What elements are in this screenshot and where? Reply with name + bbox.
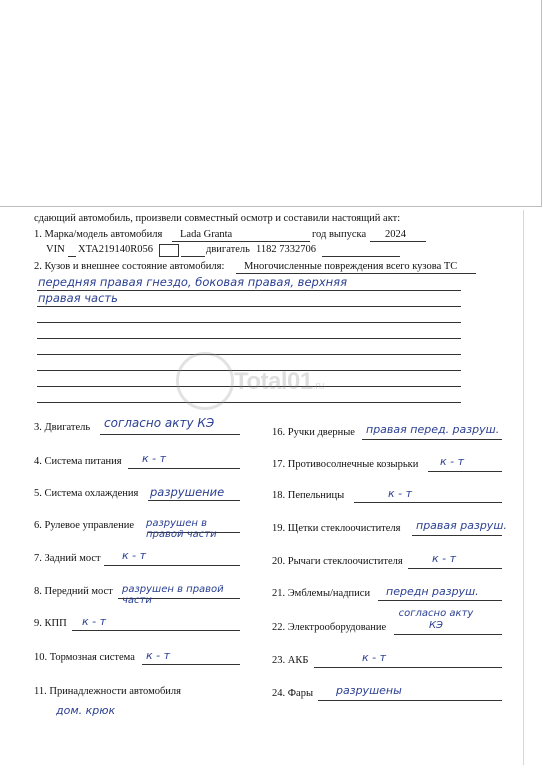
item-11-value: дом. крюк xyxy=(56,704,116,717)
item-9-value: к - т xyxy=(82,615,107,628)
item-3-rule xyxy=(100,434,240,435)
item-17-label: 17. Противосолнечные козырьки xyxy=(272,459,419,470)
item-3-label: 3. Двигатель xyxy=(34,422,91,433)
make-model-value: Lada Granta xyxy=(180,229,233,240)
item-4-value: к - т xyxy=(142,452,167,465)
item-19-label: 19. Щетки стеклоочистителя xyxy=(272,523,401,534)
item-20-rule xyxy=(408,568,502,569)
item-16-label: 16. Ручки дверные xyxy=(272,427,355,438)
year-value: 2024 xyxy=(385,229,406,240)
item-19-value: правая разруш. xyxy=(416,519,507,532)
vin-label: VIN xyxy=(46,244,65,255)
engine-value: 1182 7332706 xyxy=(256,244,316,255)
item-10-rule xyxy=(142,664,240,665)
item-17-rule xyxy=(428,471,502,472)
scan-edge xyxy=(523,210,524,765)
item-21-value: передн разруш. xyxy=(386,585,479,598)
item-23-rule xyxy=(314,667,502,668)
item-23-value: к - т xyxy=(362,651,387,664)
item-24-value: разрушены xyxy=(336,684,402,697)
item-16-rule xyxy=(362,439,502,440)
item-5-value: разрушение xyxy=(150,485,225,499)
engine-label: двигатель xyxy=(206,244,250,255)
item-22-label: 22. Электрооборудование xyxy=(272,622,387,633)
body-line-2 xyxy=(37,306,461,307)
item-21-label: 21. Эмблемы/надписи xyxy=(272,588,371,599)
body-line-4 xyxy=(37,338,461,339)
body-condition-typed: Многочисленные повреждения всего кузова ТС xyxy=(244,261,458,272)
watermark-text: Total01.ru xyxy=(234,368,325,395)
item-20-label: 20. Рычаги стеклоочистителя xyxy=(272,556,403,567)
item-22-value: согласно акту КЭ xyxy=(398,608,474,631)
item-7-label: 7. Задний мост xyxy=(34,553,101,564)
item-10-label: 10. Тормозная система xyxy=(34,652,135,663)
item-17-value: к - т xyxy=(440,455,465,468)
item-4-rule xyxy=(128,468,240,469)
body-condition-rule xyxy=(236,273,476,274)
make-model-rule xyxy=(172,241,310,242)
item-20-value: к - т xyxy=(432,552,457,565)
vin-box xyxy=(159,244,179,257)
item-21-rule xyxy=(378,600,502,601)
item-6-value: разрушен в правой части xyxy=(146,518,217,540)
body-line-3 xyxy=(37,322,461,323)
item-24-rule xyxy=(318,700,502,701)
item-9-label: 9. КПП xyxy=(34,618,67,629)
body-handwritten-2: правая часть xyxy=(38,291,118,305)
body-condition-label: 2. Кузов и внешнее состояние автомобиля: xyxy=(34,261,225,272)
vin-rule xyxy=(181,256,205,257)
item-4-label: 4. Система питания xyxy=(34,456,122,467)
item-9-rule xyxy=(72,630,240,631)
item-24-label: 24. Фары xyxy=(272,688,314,699)
item-10-value: к - т xyxy=(146,649,171,662)
year-label: год выпуска xyxy=(312,229,367,240)
item-8-label: 8. Передний мост xyxy=(34,586,113,597)
blank-upper-area xyxy=(0,0,542,207)
item-6-label: 6. Рулевое управление xyxy=(34,520,134,531)
intro-text: сдающий автомобиль, произвели совместный осмотр и составили настоящий акт: xyxy=(34,213,401,224)
watermark-logo xyxy=(172,352,382,412)
item-22-rule xyxy=(394,634,502,635)
item-16-value: правая перед. разруш. xyxy=(366,423,500,436)
item-19-rule xyxy=(412,535,502,536)
item-5-rule xyxy=(148,500,240,501)
vin-value: XTA219140R056 xyxy=(78,244,153,255)
item-8-value: разрушен в правой части xyxy=(122,584,224,606)
watermark-circle-icon xyxy=(176,352,234,410)
make-model-label: 1. Марка/модель автомобиля xyxy=(34,229,163,240)
item-11-label: 11. Принадлежности автомобиля xyxy=(34,686,181,697)
body-handwritten-1: передняя правая гнездо, боковая правая, верхняя xyxy=(38,275,347,289)
item-18-label: 18. Пепельницы xyxy=(272,490,345,501)
item-7-rule xyxy=(104,565,240,566)
item-18-value: к - т xyxy=(388,487,413,500)
item-18-rule xyxy=(354,502,502,503)
item-3-value: согласно акту КЭ xyxy=(104,416,215,430)
item-23-label: 23. АКБ xyxy=(272,655,309,666)
engine-rule xyxy=(322,256,400,257)
vin-rule-lead xyxy=(68,256,76,257)
item-5-label: 5. Система охлаждения xyxy=(34,488,139,499)
item-7-value: к - т xyxy=(122,549,147,562)
year-rule xyxy=(370,241,426,242)
